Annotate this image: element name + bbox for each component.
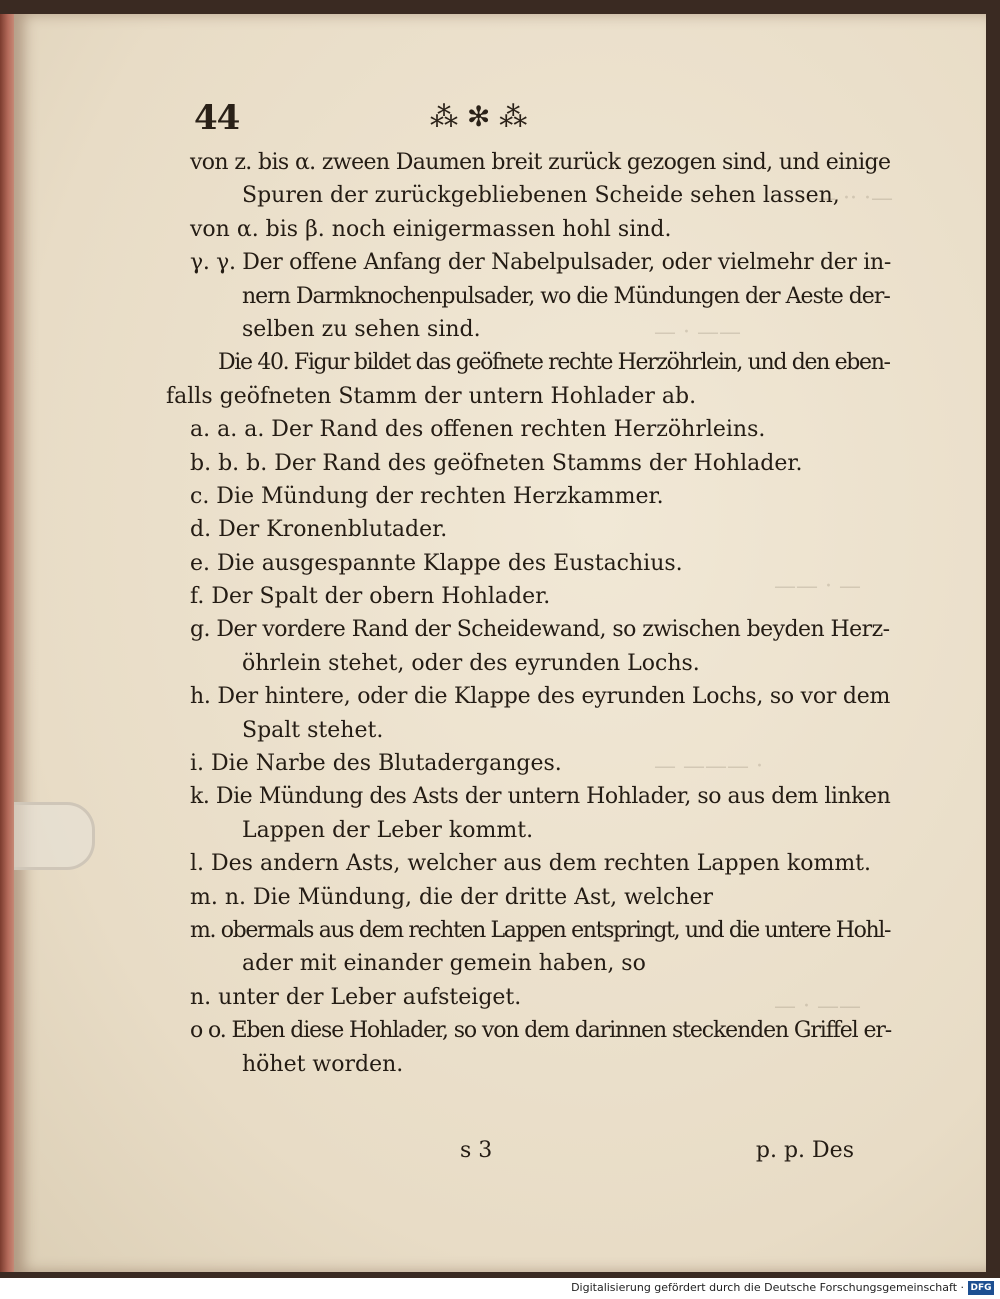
text-line: e. Die ausgespannte Klappe des Eustachius.: [190, 550, 683, 576]
text-line: Spalt stehet.: [242, 717, 384, 743]
text-line: von z. bis α. zween Daumen breit zurück gezogen sind, und einige: [190, 150, 891, 175]
text-line: m. obermals aus dem rechten Lappen entspringt, und die untere Hohl-: [190, 917, 891, 943]
body-text: [166, 146, 892, 1081]
dfg-logo: DFG: [968, 1281, 994, 1295]
show-through-text: — ——— ·: [654, 754, 763, 779]
text-line: b. b. b. Der Rand des geöfneten Stamms der Hohlader.: [190, 450, 803, 476]
text-line: l. Des andern Asts, welcher aus dem rechten Lappen kommt.: [190, 851, 872, 877]
text-line: höhet worden.: [242, 1051, 404, 1077]
text-line: a. a. a. Der Rand des offenen rechten Herzöhrleins.: [190, 417, 766, 443]
page-number: 44: [194, 98, 240, 138]
page-clip-icon: [14, 802, 95, 870]
book-page: [14, 14, 986, 1272]
text-line: h. Der hintere, oder die Klappe des eyrunden Lochs, so vor dem: [190, 684, 891, 710]
text-line: i. Die Narbe des Blutaderganges.: [190, 751, 562, 777]
text-line: selben zu sehen sind.: [242, 316, 481, 342]
catchword: p. p. Des: [755, 1138, 854, 1163]
text-line: γ. γ. Der offene Anfang der Nabelpulsader, oder vielmehr der in-: [190, 250, 891, 276]
signature-mark: s 3: [460, 1138, 493, 1163]
text-line: n. unter der Leber aufsteiget.: [190, 984, 522, 1010]
text-line: Lappen der Leber kommt.: [242, 817, 534, 843]
text-line: nern Darmknochenpulsader, wo die Mündungen der Aeste der-: [242, 283, 890, 309]
page-footer: [190, 1138, 890, 1174]
credit-bar: [0, 1278, 1000, 1299]
text-line: m. n. Die Mündung, die der dritte Ast, welcher: [190, 884, 714, 910]
text-line: f. Der Spalt der obern Hohlader.: [190, 584, 551, 610]
text-line: ader mit einander gemein haben, so: [242, 951, 646, 977]
text-line: k. Die Mündung des Asts der untern Hohlader, so aus dem linken: [190, 784, 891, 810]
text-line: g. Der vordere Rand der Scheidewand, so zwischen beyden Herz-: [190, 617, 890, 643]
show-through-text: — · ——: [774, 994, 861, 1019]
show-through-text: — · ——: [654, 320, 741, 345]
text-line: von α. bis β. noch einigermassen hohl sind.: [190, 216, 672, 242]
text-line: öhrlein stehet, oder des eyrunden Lochs.: [242, 650, 700, 676]
funding-credit: Digitalisierung gefördert durch die Deutsche Forschungsgemeinschaft ·: [571, 1281, 964, 1294]
text-line: o o. Eben diese Hohlader, so von dem darinnen steckenden Griffel er-: [190, 1018, 892, 1044]
header-ornament: ⁂ ✻ ⁂: [430, 100, 528, 133]
text-line: Die 40. Figur bildet das geöfnete rechte Herzöhrlein, und den eben-: [218, 350, 890, 376]
show-through-text: —— · —: [774, 574, 861, 599]
page-header: [194, 98, 894, 138]
text-line: falls geöfneten Stamm der untern Hohlader ab.: [166, 383, 697, 409]
text-line: c. Die Mündung der rechten Herzkammer.: [190, 483, 664, 509]
text-line: Spuren der zurückgebliebenen Scheide sehen lassen,: [242, 183, 840, 209]
show-through-text: — ·· ·—: [814, 186, 893, 211]
text-line: d. Der Kronenblutader.: [190, 517, 448, 543]
